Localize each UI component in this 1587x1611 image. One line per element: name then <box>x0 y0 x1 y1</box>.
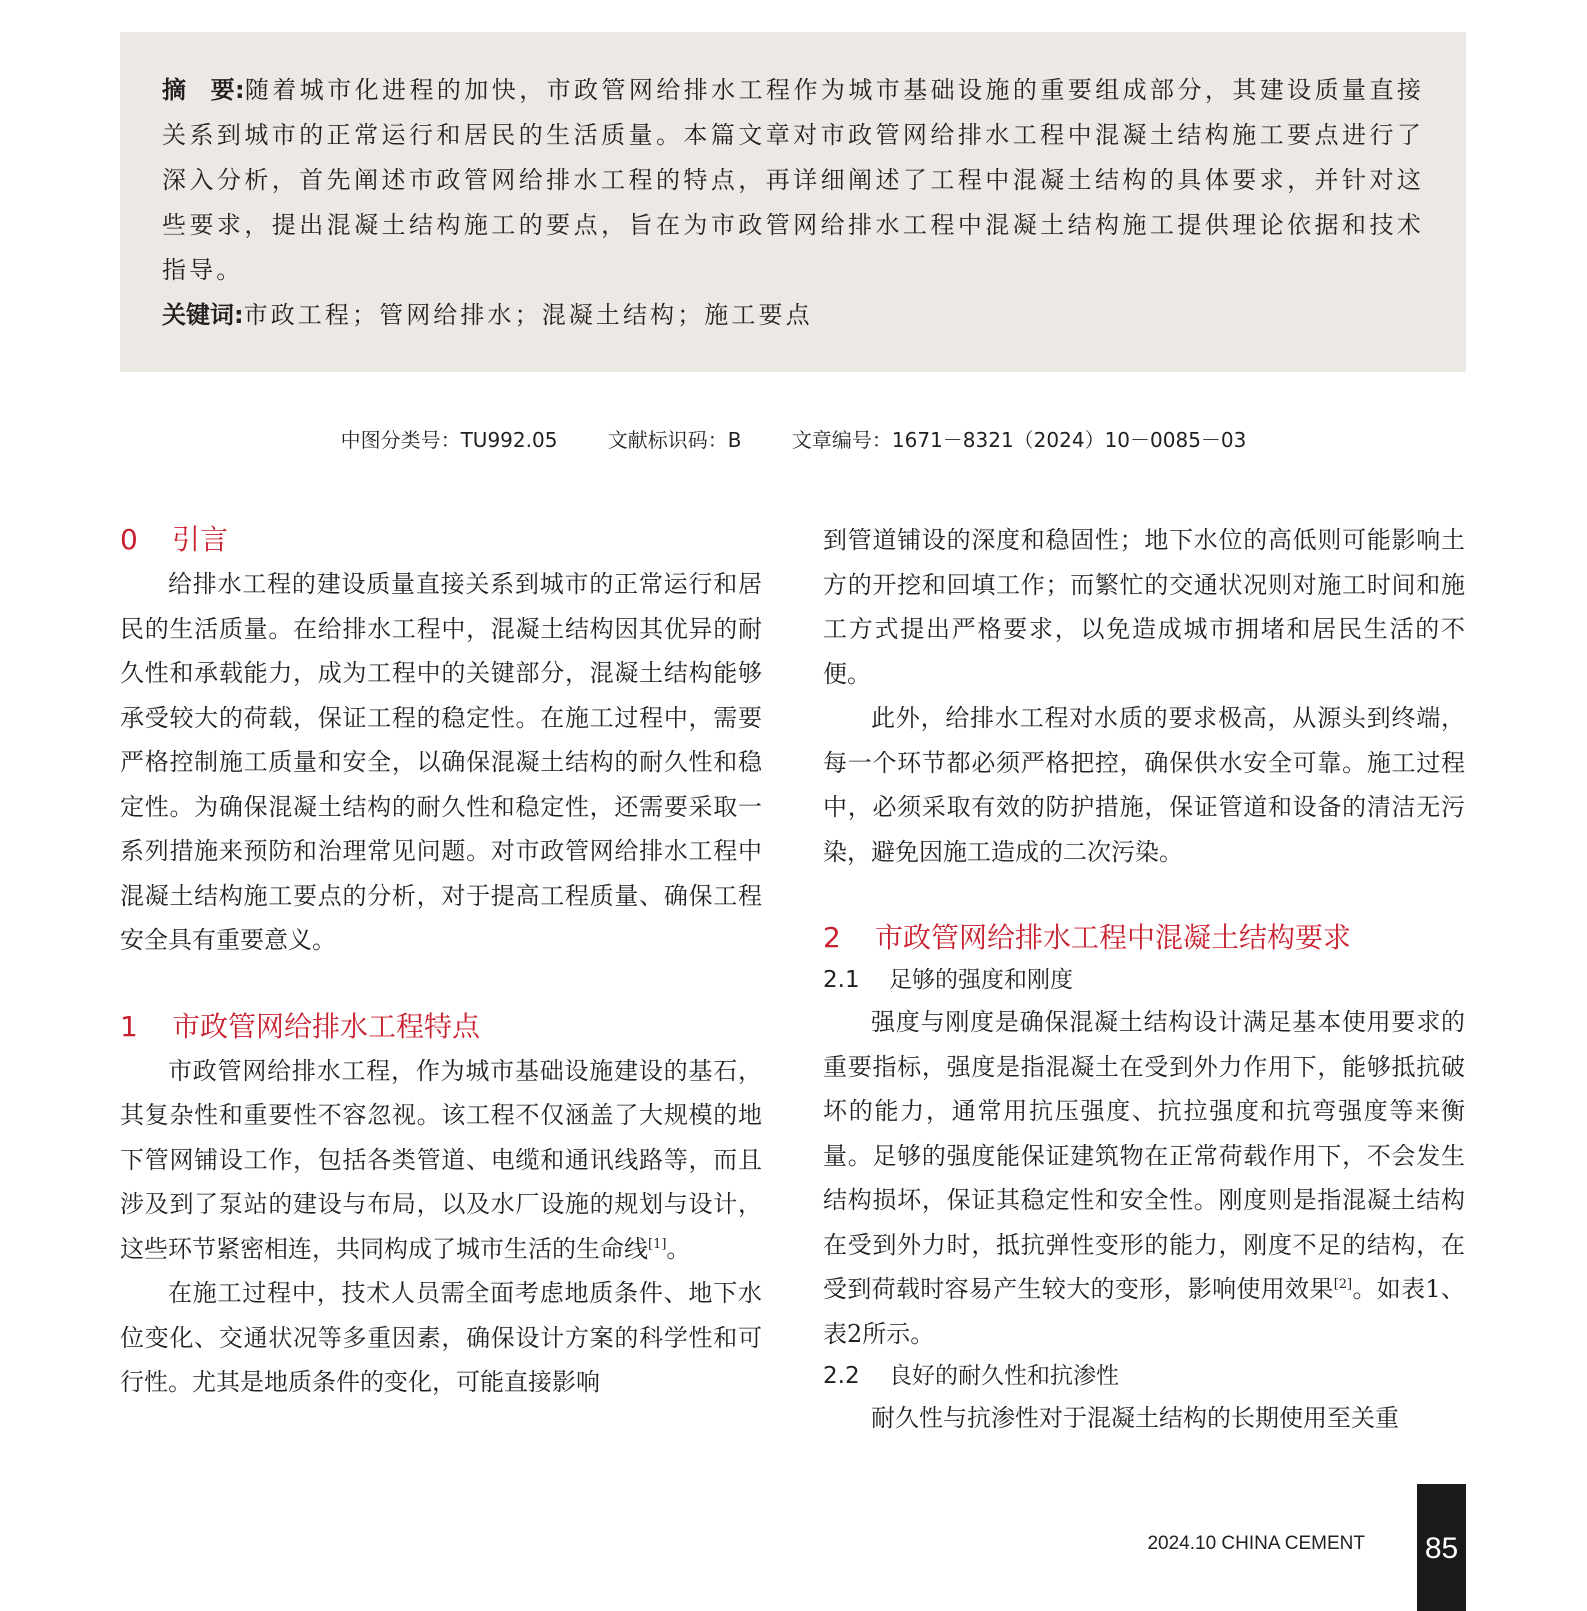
section-2-number: 2 <box>823 921 841 954</box>
section-2-title: 市政管网给排水工程中混凝土结构要求 <box>875 921 1352 954</box>
classification-line <box>0 424 1587 453</box>
article-number: 文章编号：1671－8321（2024）10－0085－03 <box>791 428 1247 452</box>
page-number: 85 <box>1424 1532 1459 1565</box>
section-0-title: 引言 <box>172 523 229 556</box>
document-code: 文献标识码：B <box>607 428 742 452</box>
page-number-box <box>1417 1484 1466 1611</box>
right-column <box>823 518 1465 1441</box>
left-column <box>120 518 762 1405</box>
section-0-number: 0 <box>120 523 138 556</box>
keywords-paragraph <box>162 293 1424 338</box>
section-2-heading <box>823 916 1465 960</box>
subsection-2-2-title: 良好的耐久性和抗渗性 <box>889 1363 1119 1389</box>
section-1-heading <box>120 1005 762 1049</box>
section-1-title: 市政管网给排水工程特点 <box>172 1009 481 1043</box>
citation-2[interactable]: [2] <box>1333 1277 1353 1292</box>
keywords-label: 关键词: <box>162 301 244 329</box>
citation-1[interactable]: [1] <box>648 1236 667 1252</box>
abstract-paragraph <box>162 68 1424 293</box>
subsection-2-1-number: 2.1 <box>823 967 860 993</box>
section-1-number: 1 <box>120 1009 138 1043</box>
subsection-2-1-heading <box>823 960 1465 1000</box>
subsection-2-1-title: 足够的强度和刚度 <box>889 967 1073 993</box>
subsection-2-2-paragraph: 耐久性与抗渗性对于混凝土结构的长期使用至关重 <box>871 1404 1399 1432</box>
subsection-2-2-heading <box>823 1356 1465 1396</box>
section-1-paragraph-1-end: 。 <box>666 1234 691 1263</box>
section-0-heading <box>120 518 762 562</box>
subsection-2-1-end: 。如表1、表2所示。 <box>823 1275 1465 1348</box>
journal-issue-footer: 2024.10 CHINA CEMENT <box>1147 1533 1365 1554</box>
subsection-2-2-number: 2.2 <box>823 1363 860 1389</box>
section-1-paragraph-2-continued: 到管道铺设的深度和稳固性；地下水位的高低则可能影响土方的开挖和回填工作；而繁忙的交通状况则对施工时间和施工方式提出严格要求，以免造成城市拥堵和居民生活的不便。 <box>823 526 1465 688</box>
section-1-paragraph-1-text: 市政管网给排水工程，作为城市基础设施建设的基石，其复杂性和重要性不容忽视。该工程不仅涵盖了大规模的地下管网铺设工作，包括各类管道、电缆和通讯线路等，而且涉及到了泵站的建设与布局，以及水厂设施的规划与设计，这些环节紧密相连，共同构成了城市生活的生命线 <box>120 1056 762 1263</box>
abstract-label: 摘 要: <box>162 76 245 104</box>
section-1-paragraph-1 <box>120 1049 762 1272</box>
subsection-2-1-paragraph <box>823 1000 1465 1356</box>
section-1-paragraph-3: 此外，给排水工程对水质的要求极高，从源头到终端，每一个环节都必须严格把控，确保供水安全可靠。施工过程中，必须采取有效的防护措施，保证管道和设备的清洁无污染，避免因施工造成的二次污染。 <box>823 704 1465 866</box>
subsection-2-1-text: 强度与刚度是确保混凝土结构设计满足基本使用要求的重要指标，强度是指混凝土在受到外力作用下，能够抵抗破坏的能力，通常用抗压强度、抗拉强度和抗弯强度等来衡量。足够的强度能保证建筑物在正常荷载作用下，不会发生结构损坏，保证其稳定性和安全性。刚度则是指混凝土结构在受到外力时，抵抗弹性变形的能力，刚度不足的结构，在受到荷载时容易产生较大的变形，影响使用效果 <box>823 1008 1465 1303</box>
section-1-paragraph-2: 在施工过程中，技术人员需全面考虑地质条件、地下水位变化、交通状况等多重因素，确保设计方案的科学性和可行性。尤其是地质条件的变化，可能直接影响 <box>120 1279 762 1396</box>
keywords-text: 市政工程；管网给排水；混凝土结构；施工要点 <box>243 301 813 329</box>
abstract-box <box>120 32 1466 372</box>
section-0-paragraph: 给排水工程的建设质量直接关系到城市的正常运行和居民的生活质量。在给排水工程中，混凝土结构因其优异的耐久性和承载能力，成为工程中的关键部分，混凝土结构能够承受较大的荷载，保证工程的稳定性。在施工过程中，需要严格控制施工质量和安全，以确保混凝土结构的耐久性和稳定性。为确保混凝土结构的耐久性和稳定性，还需要采取一系列措施来预防和治理常见问题。对市政管网给排水工程中混凝土结构施工要点的分析，对于提高工程质量、确保工程安全具有重要意义。 <box>120 570 762 954</box>
abstract-text: 随着城市化进程的加快，市政管网给排水工程作为城市基础设施的重要组成部分，其建设质量直接关系到城市的正常运行和居民的生活质量。本篇文章对市政管网给排水工程中混凝土结构施工要点进行了深入分析，首先阐述市政管网给排水工程的特点，再详细阐述了工程中混凝土结构的具体要求，并针对这些要求，提出混凝土结构施工的要点，旨在为市政管网给排水工程中混凝土结构施工提供理论依据和技术指导。 <box>162 76 1424 284</box>
clc-number: 中图分类号：TU992.05 <box>340 428 558 452</box>
